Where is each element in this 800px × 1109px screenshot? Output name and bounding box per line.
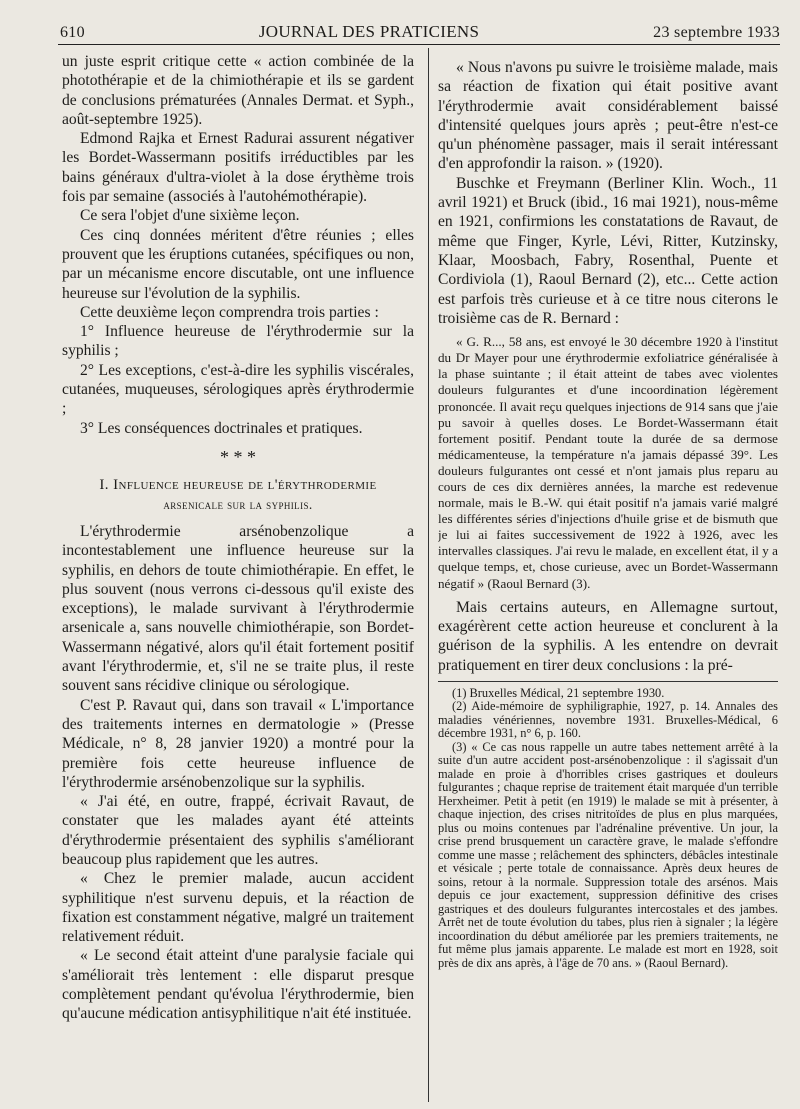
- section-asterism: * * *: [220, 446, 256, 467]
- left-column: [62, 52, 414, 1024]
- paragraph: L'érythrodermie arsénobenzolique a incontestablement une influence heureuse sur la syphilis, en dehors de toute chimiothérapie. En effet, le plus souvent (nous verrons ci-dessous qu'il existe des exceptions), le malade survivant à l'érythrodermie arsenicale a, sans nouvelle chimiothérapie, son Bordet-Wassermann négativé, alors qu'il était fortement positif avant l'érythrodermie, et, s'il ne se traite plus, il reste souvent sans récidive clinique ou sérologique.: [62, 522, 414, 695]
- footnote: (1) Bruxelles Médical, 21 septembre 1930.: [452, 685, 665, 700]
- page-header: [60, 14, 780, 42]
- footnote-rule: [438, 681, 778, 682]
- header-rule: [58, 44, 780, 45]
- paragraph: « Le second était atteint d'une paralysie faciale qui s'améliorait très lentement : elle disparut presque complètement pendant qu'évolua l'érythrodermie, bien qu'aucune médication antisyphilitique n'ait été instituée.: [62, 947, 414, 1023]
- paragraph: Mais certains auteurs, en Allemagne surtout, exagérèrent cette action heureuse et conclurent à la guérison de la syphilis. A les entendre on devrait pratiquement en tirer deux conclusions : la pré-: [438, 598, 778, 674]
- page-number: 610: [60, 24, 85, 41]
- paragraph: Cette deuxième leçon comprendra trois parties :: [80, 303, 379, 321]
- paragraph: Ces cinq données méritent d'être réunies ; elles prouvent que les éruptions cutanées, spécifiques ou non, par un mécanisme encore discutable, ont une influence heureuse sur l'évolution de la syphilis.: [62, 226, 414, 302]
- section-heading: [62, 476, 414, 514]
- section-heading-line: I. Influence heureuse de l'érythrodermie: [99, 476, 377, 493]
- case-quote: « G. R..., 58 ans, est envoyé le 30 décembre 1920 à l'institut du Dr Mayer pour une érythrodermie exfoliatrice généralisée à la phase suintante ; il était atteint de tabes avec violentes douleurs fulgurantes et d'une incoordination légèrement prononcée. Il avait reçu quelques injections de 914 sans que j'aie pu savoir à quelles doses. Le Bordet-Wassermann était fortement positif. Pendant toute la durée de sa dermose médicamenteuse, la température n'a jamais dépassé 39°. Les douleurs fulgurantes ont cessé et n'ont jamais plus reparu au cours de ces dix dernières années, la marche est redevenue normale, mais le B.-W. qui était positif n'a jamais varié malgré les différentes séries d'injections d'huile grise et de bismuth que je lui ai faites successivement de 1922 à 1926, avec les intervalles classiques. J'ai revu le malade, en excellent état, il y a quelque temps, et, chose curieuse, avec un Bordet-Wassermann négatif » (Raoul Bernard (3).: [438, 334, 778, 591]
- paragraph: « Nous n'avons pu suivre le troisième malade, mais sa réaction de fixation qui était positive avant l'érythrodermie avait considérablement baissé d'intensité quelques jours après ; peut-être n'est-ce qu'un phénomène passager, mais il serait intéressant d'en approfondir la raison. » (1920).: [438, 59, 778, 173]
- right-column: [438, 58, 778, 970]
- footnotes: [438, 687, 778, 971]
- section-heading-line: arsenicale sur la syphilis.: [163, 496, 313, 512]
- column-divider: [428, 48, 429, 1102]
- paragraph: « Chez le premier malade, aucun accident syphilitique n'est survenu depuis, et la réaction de fixation est constamment négative, malgré un traitement relativement réduit.: [62, 870, 414, 946]
- paragraph: Edmond Rajka et Ernest Radurai assurent négativer les Bordet-Wassermann positifs irréductibles par les bains généraux d'ultra-violet à la dose érythème trois fois par semaine (associés à l'autohémothérapie).: [62, 130, 414, 206]
- paragraph: un juste esprit critique cette « action combinée de la photothérapie et de la chimiothérapie et ils se gardent de conclusions prématurées (Annales Dermat. et Syph., août-septembre 1925).: [62, 53, 414, 128]
- footnote: (3) « Ce cas nous rappelle un autre tabes nettement arrêté à la suite d'un autre accident post-arsénobenzolique : il s'agissait d'un malade en proie à d'horribles crises gastriques et douleurs fulgurantes ; chaque reprise de traitement était marquée d'un terrible Herxheimer. Petit à petit (en 1919) le malade se mit à présenter, à chaque injection, des crises nitritoïdes de plus en plus marquées, plus ou moins contenues par l'adrénaline préventive. Un jour, la crise prend brusquement un caractère grave, le malade s'effondre comme une masse ; relâchement des sphincters, débâcles intestinale et vésicale ; perte totale de connaissance. Après deux heures de soins, retour à la normale. Suppression totale des arsénos. Mais depuis ce jour exactement, suppression définitive des crises gastriques et des douleurs fulgurantes intercostales et des jambes. Arrêt net de toute évolution du tabes, plus rien à signaler ; la légère incoordination du début améliorée par les premiers traitements, ne fut même plus jamais apparente. Le malade est mort en 1928, soit près de dix ans après, à l'âge de 70 ans. » (Raoul Bernard).: [438, 739, 778, 970]
- paragraph: Ce sera l'objet d'une sixième leçon.: [80, 207, 300, 225]
- list-item: 1° Influence heureuse de l'érythrodermie sur la syphilis ;: [62, 323, 414, 360]
- issue-date: 23 septembre 1933: [653, 24, 780, 41]
- list-item: 3° Les conséquences doctrinales et pratiques.: [80, 419, 363, 437]
- footnote: (2) Aide-mémoire de syphiligraphie, 1927, p. 14. Annales des maladies vénériennes, novembre 1931. Bruxelles-Médical, 6 décembre 1931, n° 6, p. 160.: [438, 699, 778, 741]
- paragraph: « J'ai été, en outre, frappé, écrivait Ravaut, de constater que les malades ayant été atteints d'érythrodermie présentaient des syphilis s'améliorant beaucoup plus rapidement que les autres.: [62, 793, 414, 868]
- paragraph: Buschke et Freymann (Berliner Klin. Woch., 11 avril 1921) et Bruck (ibid., 16 mai 1921), nous-même en 1921, confirmions les constatations de Ravaut, de même que Finger, Kyrle, Lévi, Ritter, Kutzinsky, Klaar, Moosbach, Fabry, Rosenthal, Puente et Cordiviola (1), Raoul Bernard (2), etc... Cette action est parfois très curieuse et à ce titre nous citerons le troisième cas de R. Bernard :: [438, 174, 778, 327]
- journal-title: JOURNAL DES PRATICIENS: [258, 22, 480, 41]
- list-item: 2° Les exceptions, c'est-à-dire les syphilis viscérales, cutanées, muqueuses, sérologiques après érythrodermie ;: [62, 361, 414, 418]
- paragraph: C'est P. Ravaut qui, dans son travail « L'importance des traitements internes en dermatologie » (Presse Médicale, n° 8, 28 janvier 1920) a montré pour la première fois cette heureuse influence de l'érythrodermie arsénobenzolique sur la syphilis.: [62, 696, 414, 791]
